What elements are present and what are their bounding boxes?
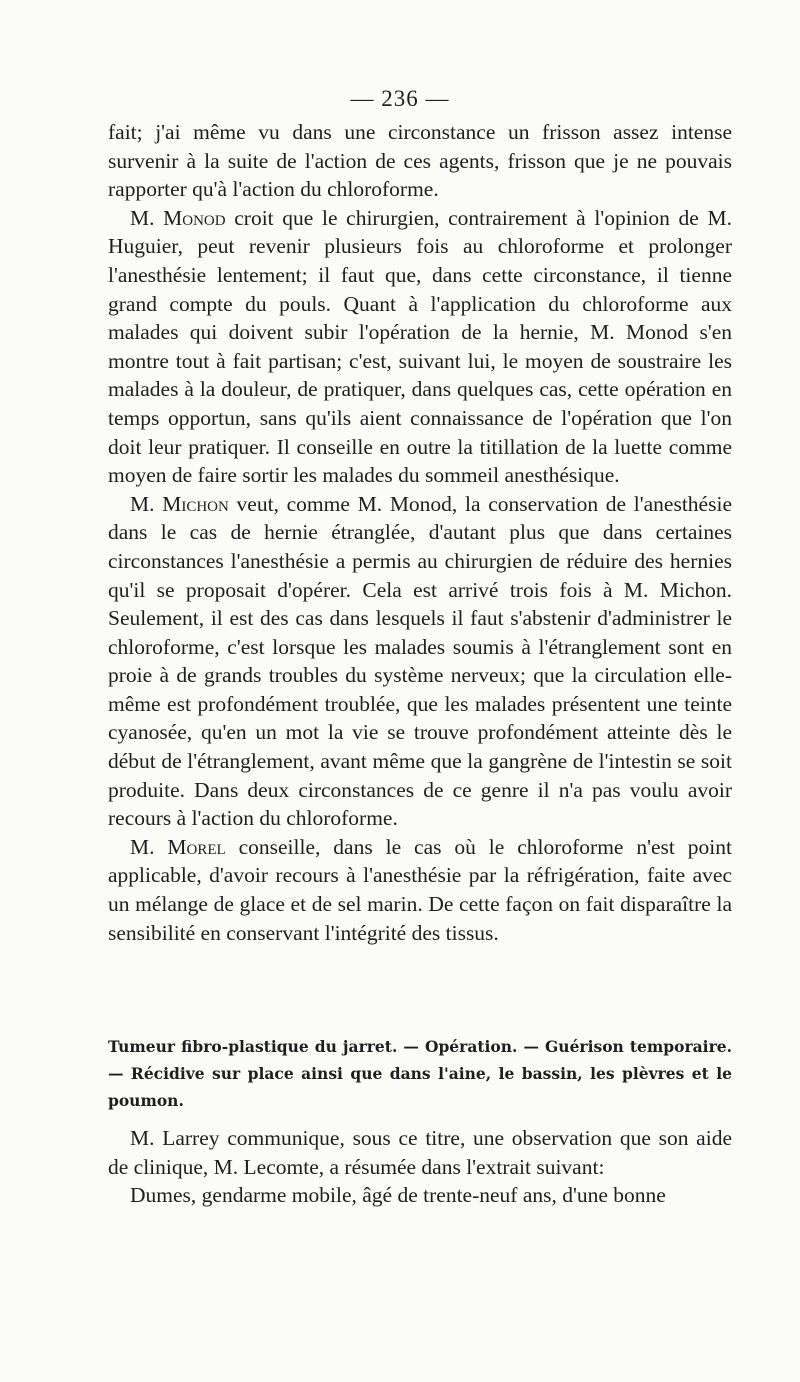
paragraph-1 — [108, 118, 732, 204]
paragraph-text: croit que le chirurgien, contrairement à l'opinion de M. Huguier, peut revenir plusieurs fois au chloroforme et prolonger l'anesthésie lentement; il faut que, dans cette circonstance, il tienne grand compte du pouls. Quant à l'application du chloroforme aux malades qui doivent subir l'opération de la hernie, M. Monod s'en montre tout à fait partisan; c'est, suivant lui, le moyen de soustraire les malades à la douleur, de pratiquer, dans quelques cas, cette opération en temps opportun, sans qu'ils aient connaissance de l'opération que l'on doit leur pratiquer. Il conseille en outre la titillation de la luette comme moyen de faire sortir les malades du sommeil anesthésique. — [108, 205, 732, 488]
paragraph-3 — [108, 490, 732, 833]
section-heading — [108, 1033, 732, 1114]
speaker-name: Morel — [167, 834, 226, 859]
paragraph-5: M. Larrey communique, sous ce titre, une observation que son aide de clinique, M. Lecomte, a résumée dans l'extrait suivant: — [108, 1126, 732, 1179]
speaker-prefix: M. — [130, 834, 168, 859]
speaker-name: Monod — [163, 205, 226, 230]
paragraph-4 — [108, 833, 732, 947]
main-text — [108, 118, 732, 947]
speaker-prefix: M. — [130, 491, 163, 516]
paragraph-2 — [108, 204, 732, 490]
speaker-name: Michon — [162, 491, 229, 516]
paragraph-6: Dumes, gendarme mobile, âgé de trente-neuf ans, d'une bonne — [130, 1183, 666, 1208]
speaker-prefix: M. — [130, 205, 164, 230]
section-heading-text: Tumeur fibro-plastique du jarret. — Opération. — Guérison temporaire. — Récidive sur place ainsi que dans l'aine, le bassin, les plèvres et le poumon. — [108, 1037, 732, 1110]
continuation-text — [108, 1124, 732, 1210]
page-number: — 236 — — [350, 86, 450, 111]
paragraph-text: conseille, dans le cas où le chloroforme n'est point applicable, d'avoir recours à l'anesthésie par la réfrigération, faite avec un mélange de glace et de sel marin. De cette façon on fait disparaître la sensibilité en conservant l'intégrité des tissus. — [108, 834, 732, 945]
paragraph-text: veut, comme M. Monod, la conservation de l'anesthésie dans le cas de hernie étranglée, d'autant plus que dans certaines circonstances l'anesthésie a permis au chirurgien de réduire des hernies qu'il se proposait d'opérer. Cela est arrivé trois fois à M. Michon. Seulement, il est des cas dans lesquels il faut s'abstenir d'administrer le chloroforme, c'est lorsque les malades soumis à l'étranglement sont en proie à de grands troubles du système nerveux; que la circulation elle-même est profondément troublée, que les malades présentent une teinte cyanosée, qu'en un mot la vie se trouve profondément atteinte dès le début de l'étranglement, avant même que la gangrène de l'intestin se soit produite. Dans deux circonstances de ce genre il n'a pas voulu avoir recours à l'action du chloroforme. — [108, 491, 732, 831]
paragraph-text: fait; j'ai même vu dans une circonstance un frisson assez intense survenir à la suite de l'action de ces agents, frisson que je ne pouvais rapporter qu'à l'action du chloroforme. — [108, 120, 732, 202]
